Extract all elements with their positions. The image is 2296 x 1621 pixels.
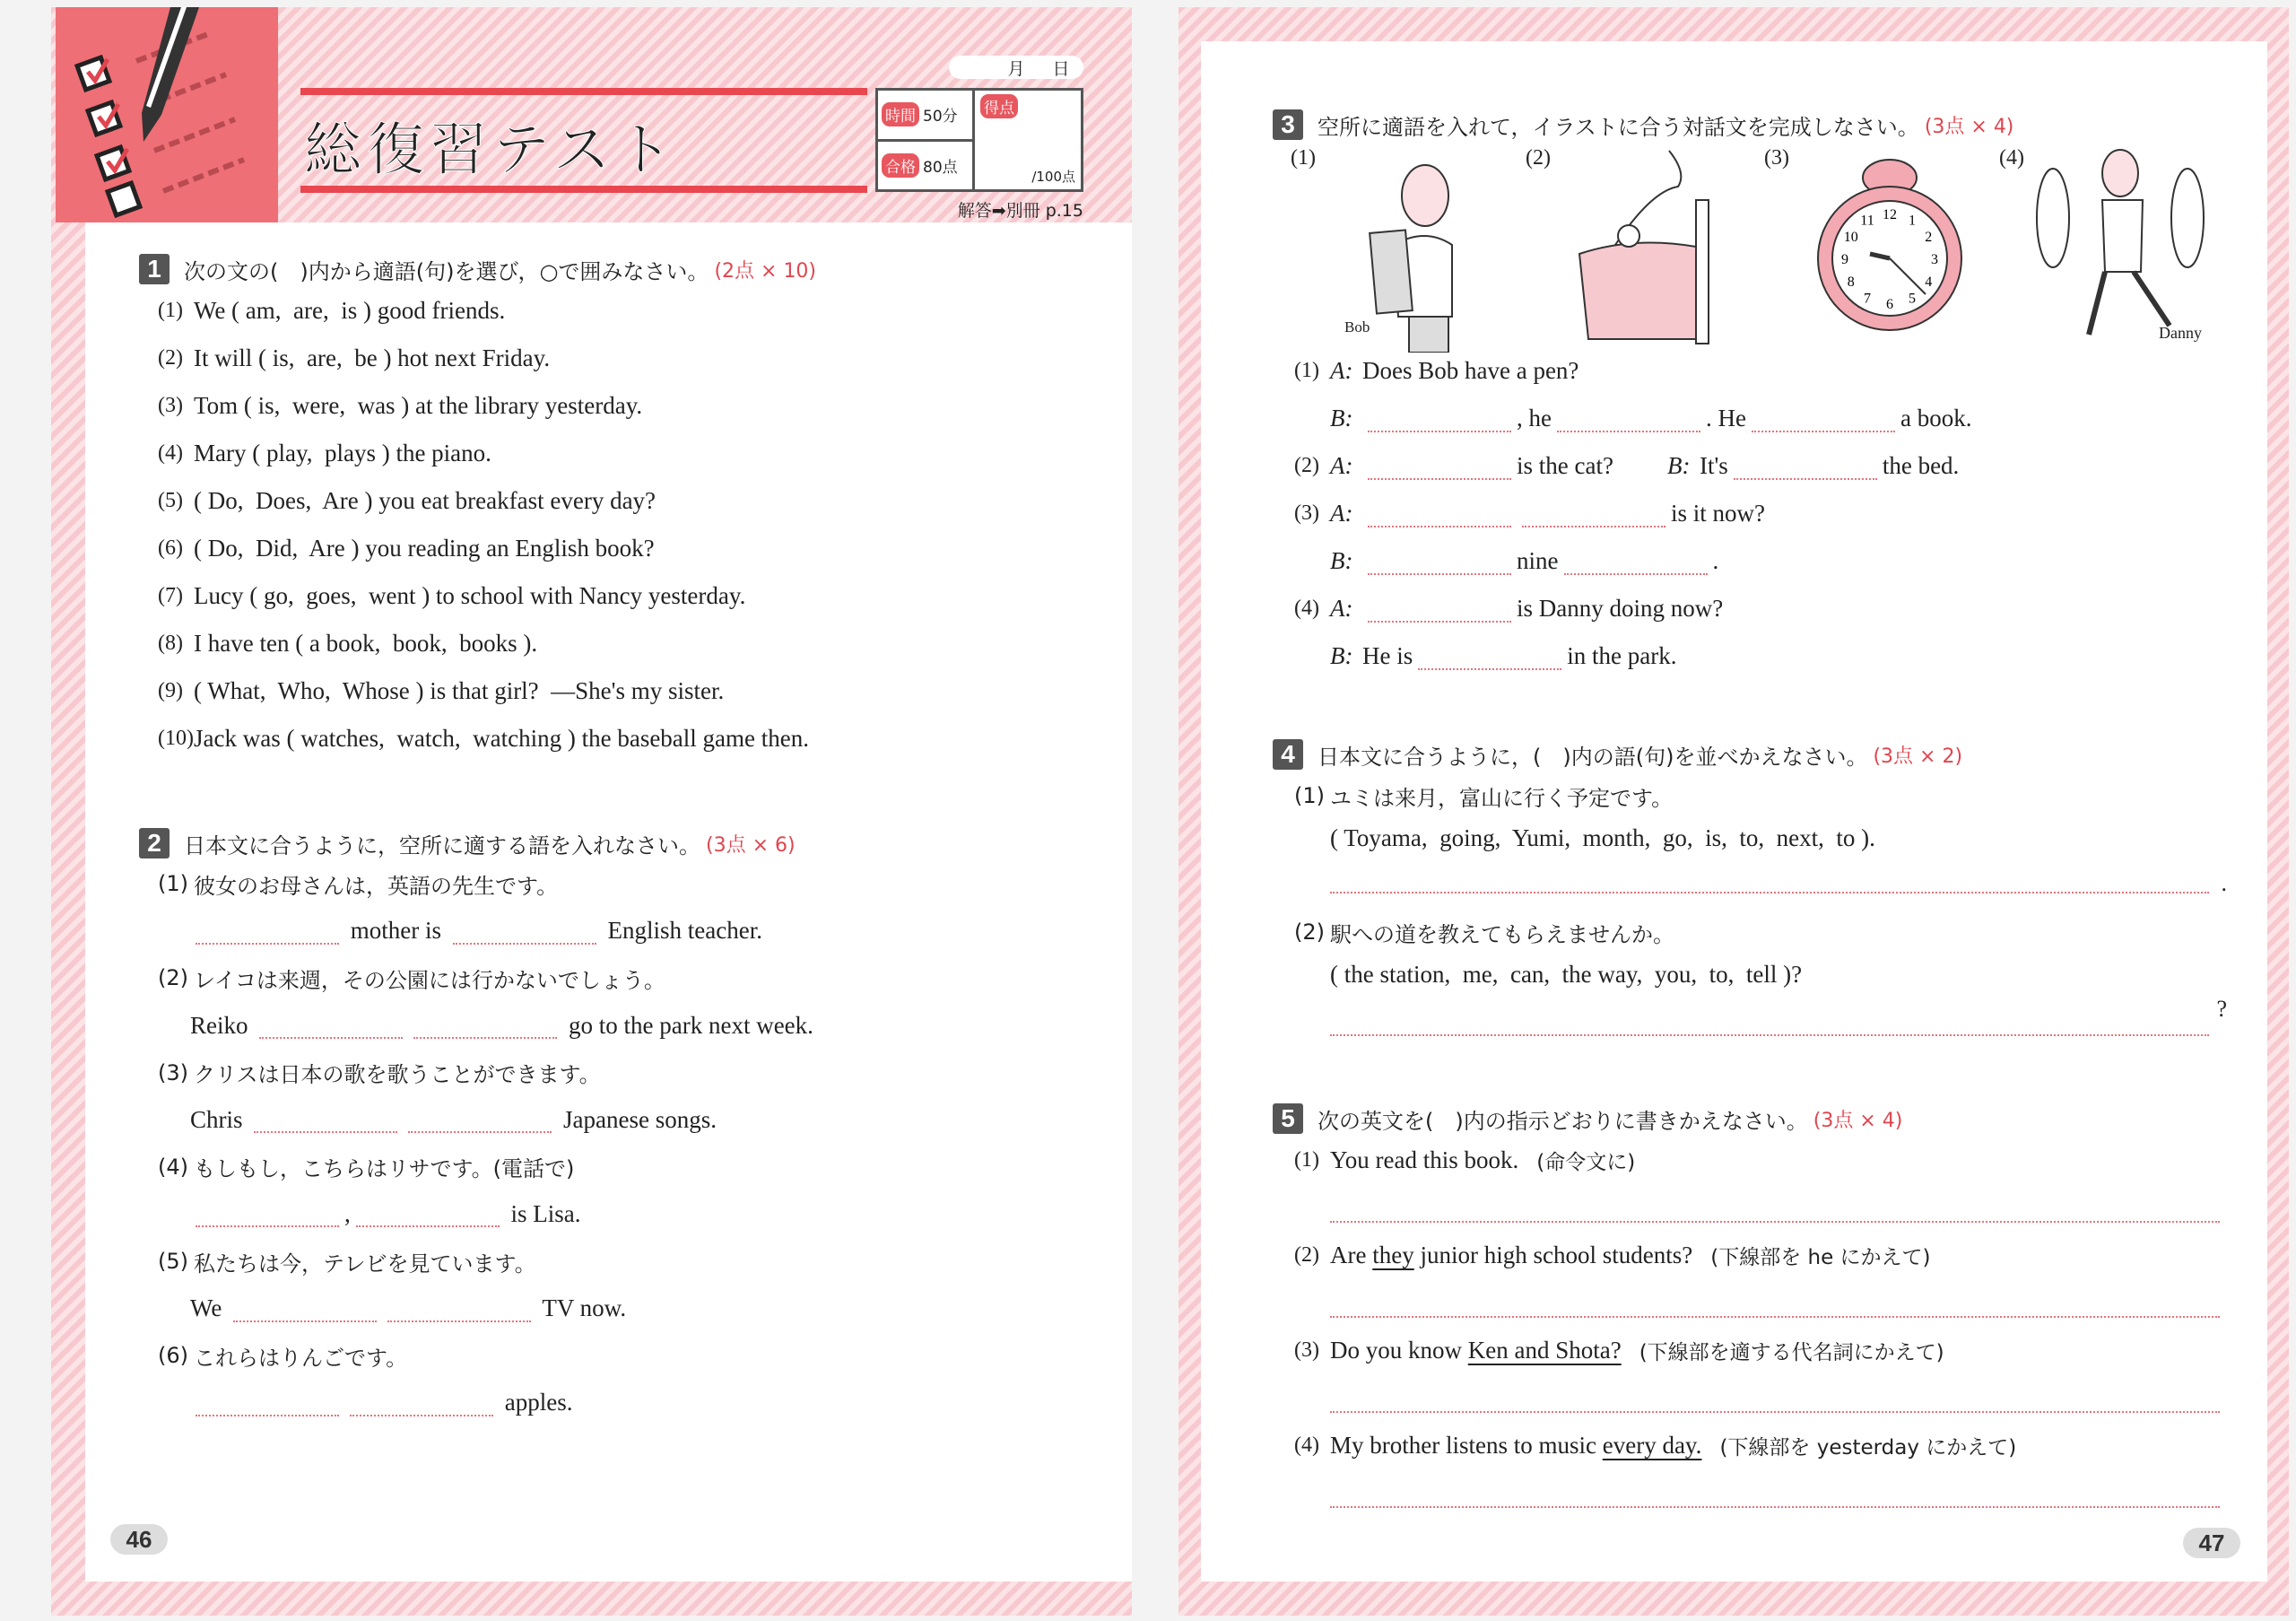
answer-blank[interactable] <box>408 1106 552 1133</box>
answer-blank[interactable] <box>254 1106 397 1133</box>
picture-2 <box>1526 146 1750 353</box>
section5-items <box>1294 1139 2220 1520</box>
answer-input-line[interactable] <box>1330 1466 2220 1508</box>
item-number: (1) <box>1294 1147 1319 1172</box>
item-number: (6) <box>158 536 183 560</box>
question-japanese <box>158 860 813 908</box>
answer-line <box>158 1285 813 1332</box>
picture-number: (3) <box>1764 146 1789 170</box>
answer-blank[interactable] <box>1368 596 1511 623</box>
text-segment: You read this book. <box>1330 1146 1519 1173</box>
end-punctuation: . <box>2221 870 2227 896</box>
text-segment: Does Bob have a pen? <box>1362 357 1579 384</box>
speaker-label: B: <box>1666 452 1691 479</box>
answer-blank[interactable] <box>233 1295 377 1322</box>
answer-row <box>1294 1276 2220 1329</box>
score-input[interactable] <box>975 91 1081 189</box>
speaker-label: A: <box>1330 500 1353 527</box>
question-item <box>158 335 809 382</box>
clock-number: 6 <box>1886 297 1893 312</box>
clock-number: 8 <box>1847 275 1855 290</box>
rewrite-instruction: (下線部を yesterday にかえて) <box>1719 1435 2017 1460</box>
answer-blank[interactable] <box>196 1390 339 1416</box>
text-segment: Tom ( is, were, was ) at the library yesterday. <box>194 392 643 419</box>
question-sentence <box>1294 1329 2220 1371</box>
question-japanese <box>158 954 813 1002</box>
item-number: (4) <box>1294 597 1319 620</box>
clock-number: 4 <box>1925 275 1933 290</box>
rewrite-instruction: (下線部を適する代名詞にかえて) <box>1639 1340 1944 1364</box>
speaker-label: B: <box>1330 547 1353 574</box>
title-rule-bottom <box>300 186 867 193</box>
day-label: 日 <box>1052 59 1070 79</box>
clock-number: 9 <box>1841 252 1848 267</box>
text-segment: a book. <box>1900 405 1972 431</box>
text-segment: Mary ( play, plays ) the piano. <box>194 440 491 466</box>
text-segment: ( Do, Does, Are ) you eat breakfast every day? <box>194 487 657 514</box>
section2-items <box>158 860 813 1426</box>
question-item <box>158 620 809 667</box>
section-points: (3点 × 4) <box>1924 115 2014 138</box>
answer-row <box>1294 859 2227 911</box>
text-segment: , he <box>1517 405 1552 431</box>
japanese-sentence: もしもし，こちらはリサです。(電話で) <box>194 1156 575 1182</box>
underlined-text: they <box>1372 1241 1414 1268</box>
answer-input-line[interactable] <box>1330 1181 2220 1223</box>
answer-blank[interactable] <box>1368 548 1511 575</box>
speaker-label: B: <box>1330 642 1353 669</box>
picture-caption: Bob <box>1344 318 1370 336</box>
question-item <box>158 477 809 525</box>
answer-row <box>1294 1371 2220 1425</box>
picture-caption: Danny <box>2159 324 2202 342</box>
danny-running-illustration <box>2035 146 2214 353</box>
dialog-line <box>1294 395 1971 442</box>
text-segment: Are <box>1330 1241 1373 1268</box>
answer-blank[interactable] <box>1522 501 1665 527</box>
item-number: (4) <box>158 441 183 465</box>
text-segment: ( What, Who, Whose ) is that girl? —She's my sister. <box>194 677 725 704</box>
page-title: 総復習テスト <box>304 118 679 184</box>
answer-blank[interactable] <box>1418 643 1561 670</box>
rewrite-instruction: (命令文に) <box>1536 1150 1636 1174</box>
text-segment: TV now. <box>536 1294 627 1322</box>
answer-input-line[interactable] <box>1330 996 2209 1036</box>
underlined-text: every day. <box>1602 1431 1702 1459</box>
answer-line <box>158 1002 813 1050</box>
question-item <box>158 430 809 477</box>
text-segment: ( Do, Did, Are ) you reading an English book? <box>194 535 655 562</box>
clock-number: 7 <box>1864 291 1871 307</box>
clock-number: 2 <box>1925 230 1933 245</box>
question-item <box>158 667 809 715</box>
section-instruction: 日本文に合うように，空所に適する語を入れなさい。 <box>184 832 700 858</box>
section-instruction: 日本文に合うように，( )内の語(句)を並べかえなさい。 <box>1318 744 1868 770</box>
section1-heading <box>139 249 816 289</box>
answer-blank[interactable] <box>453 918 596 945</box>
question-item <box>158 715 809 763</box>
answer-blank[interactable] <box>1564 548 1708 575</box>
item-number: (2) <box>1294 919 1325 945</box>
section-points: (3点 × 6) <box>706 833 796 857</box>
dialog-line <box>1294 632 1971 680</box>
illustrations <box>1291 146 2259 353</box>
left-page <box>51 7 1132 1616</box>
question-sentence <box>1294 1425 2220 1466</box>
section3-heading <box>1273 105 2013 144</box>
picture-4 <box>1999 146 2250 353</box>
text-segment: . <box>1712 547 1719 574</box>
dialog-line <box>1294 537 1971 585</box>
section-instruction: 空所に適語を入れて，イラストに合う対話文を完成しなさい。 <box>1318 114 1919 140</box>
section-number-badge: 4 <box>1273 739 1303 770</box>
section4-heading <box>1273 735 1962 774</box>
score-box <box>875 88 1083 192</box>
underlined-text: Ken and Shota? <box>1467 1336 1622 1364</box>
clock-number: 12 <box>1883 207 1897 222</box>
item-number: (6) <box>158 1343 188 1369</box>
answer-blank[interactable] <box>196 918 339 945</box>
text-segment: Chris <box>190 1105 249 1133</box>
question-item <box>158 525 809 572</box>
score-total: /100点 <box>1031 169 1075 185</box>
answer-blank[interactable] <box>1557 405 1700 432</box>
pass-label: 合格 <box>882 153 919 178</box>
item-number: (1) <box>158 871 188 897</box>
pass-value: 80点 <box>923 158 958 177</box>
answer-input-line[interactable] <box>1330 1371 2220 1413</box>
answer-blank[interactable] <box>1734 453 1877 480</box>
text-segment: in the park. <box>1567 642 1677 669</box>
time-value: 50分 <box>923 108 958 126</box>
text-segment: We <box>190 1294 229 1322</box>
dialog-line <box>1294 442 1971 490</box>
japanese-sentence: クリスは日本の歌を歌うことができます。 <box>194 1062 601 1088</box>
question-sentence <box>1294 1234 2220 1276</box>
item-number: (3) <box>1294 501 1319 525</box>
text-segment: nine <box>1517 547 1559 574</box>
picture-3 <box>1764 146 1988 353</box>
words-to-reorder: ( Toyama, going, Yumi, month, go, is, to, next, to ). <box>1330 824 1875 851</box>
answer-input-line[interactable] <box>1330 1276 2220 1318</box>
item-number: (4) <box>1294 1433 1319 1457</box>
text-segment: Lucy ( go, goes, went ) to school with Nancy yesterday. <box>194 582 746 609</box>
section-number-badge: 2 <box>139 828 170 858</box>
rewrite-instruction: (下線部を he にかえて) <box>1710 1245 1931 1269</box>
question-sentence <box>1294 1139 2220 1181</box>
header-illustration <box>56 7 278 222</box>
title-rule-top <box>300 88 867 95</box>
page-number: 47 <box>2183 1528 2240 1558</box>
answer-row <box>1294 1181 2220 1234</box>
question-japanese <box>158 1049 813 1096</box>
section-instruction: 次の英文を( )内の指示どおりに書きかえなさい。 <box>1318 1108 1808 1134</box>
item-number: (2) <box>1294 1242 1319 1267</box>
item-number: (1) <box>1294 359 1319 382</box>
answer-blank[interactable] <box>387 1295 531 1322</box>
answer-blank[interactable] <box>350 1390 493 1416</box>
dialog-line <box>1294 490 1971 537</box>
section4-items <box>1294 775 2227 1048</box>
japanese-sentence: レイコは来週，その公園には行かないでしょう。 <box>194 967 665 993</box>
item-number: (5) <box>158 489 183 512</box>
answer-line <box>158 1380 813 1427</box>
japanese-sentence: ユミは来月，富山に行く予定です。 <box>1330 785 1674 811</box>
answer-blank[interactable] <box>196 1200 339 1227</box>
answer-line <box>158 1096 813 1144</box>
word-options <box>1294 816 2227 859</box>
section-points: (3点 × 2) <box>1873 745 1963 768</box>
text-segment: English teacher. <box>601 917 762 945</box>
item-number: (1) <box>1294 783 1325 808</box>
item-number: (9) <box>158 679 183 702</box>
right-page <box>1178 7 2289 1616</box>
text-segment: , <box>344 1199 351 1227</box>
answer-line <box>158 1190 813 1238</box>
answer-line <box>158 908 813 955</box>
item-number: (2) <box>158 346 183 370</box>
page-number: 46 <box>110 1524 168 1555</box>
answer-blank[interactable] <box>259 1012 403 1039</box>
question-japanese <box>158 1144 813 1191</box>
answer-blank[interactable] <box>356 1200 500 1227</box>
question-item <box>158 382 809 430</box>
alarm-clock-illustration <box>1800 146 1979 353</box>
answer-reference: 解答➡別冊 p.15 <box>957 201 1083 221</box>
text-segment: Do you know <box>1330 1336 1468 1364</box>
text-segment: I have ten ( a book, book, books ). <box>194 630 538 657</box>
text-segment: It will ( is, are, be ) hot next Friday. <box>194 344 551 371</box>
text-segment: apples. <box>499 1389 573 1416</box>
section-points: (2点 × 10) <box>714 259 817 283</box>
words-to-reorder: ( the station, me, can, the way, you, to, tell )? <box>1330 960 1803 988</box>
item-number: (2) <box>158 965 188 991</box>
speaker-label: A: <box>1330 357 1353 384</box>
question-japanese <box>158 1238 813 1285</box>
japanese-sentence: 駅への道を教えてもらえませんか。 <box>1330 921 1674 947</box>
month-label: 月 <box>1007 59 1025 79</box>
speaker-label: B: <box>1330 405 1353 431</box>
cat-on-bed-illustration <box>1561 146 1741 353</box>
clock-number: 3 <box>1931 252 1938 267</box>
section3-dialog <box>1294 347 1971 680</box>
time-label: 時間 <box>882 102 919 126</box>
text-segment: . He <box>1705 405 1746 431</box>
clock-number: 10 <box>1843 230 1858 245</box>
section-points: (3点 × 4) <box>1813 1109 1903 1132</box>
answer-blank[interactable] <box>1368 453 1511 480</box>
text-segment: is it now? <box>1671 500 1765 527</box>
item-number: (10) <box>158 727 194 750</box>
japanese-sentence: これらはりんごです。 <box>194 1345 408 1371</box>
text-segment: is Lisa. <box>504 1199 581 1227</box>
item-number: (7) <box>158 584 183 607</box>
clock-number: 11 <box>1860 213 1874 229</box>
text-segment: Japanese songs. <box>557 1105 717 1133</box>
speaker-label: A: <box>1330 595 1353 622</box>
item-number: (3) <box>158 394 183 417</box>
question-item <box>158 287 809 335</box>
dialog-line <box>1294 585 1971 632</box>
section-number-badge: 1 <box>139 254 170 284</box>
picture-number: (2) <box>1526 146 1551 170</box>
item-number: (5) <box>158 1249 188 1275</box>
end-punctuation: ? <box>2216 996 2227 1022</box>
text-segment: go to the park next week. <box>562 1011 813 1039</box>
text-segment: He is <box>1362 642 1413 669</box>
text-segment: is Danny doing now? <box>1517 595 1724 622</box>
item-number: (1) <box>158 299 183 322</box>
score-label: 得点 <box>980 94 1018 118</box>
answer-blank[interactable] <box>1368 405 1511 432</box>
dialog-line <box>1294 347 1971 395</box>
text-segment: the bed. <box>1882 452 1960 479</box>
section-number-badge: 3 <box>1273 109 1303 140</box>
answer-row <box>1294 1466 2220 1520</box>
text-segment: It's <box>1699 452 1728 479</box>
text-segment: We ( am, are, is ) good friends. <box>194 297 506 324</box>
answer-blank[interactable] <box>1752 405 1895 432</box>
section-number-badge: 5 <box>1273 1103 1303 1134</box>
item-number: (3) <box>1294 1338 1319 1362</box>
section1-items <box>158 287 809 763</box>
text-segment: Reiko <box>190 1011 255 1039</box>
clock-number: 1 <box>1909 213 1916 229</box>
item-number: (3) <box>158 1059 188 1085</box>
picture-1 <box>1291 146 1515 353</box>
answer-blank[interactable] <box>1368 501 1511 527</box>
section5-heading <box>1273 1099 1902 1138</box>
text-segment: junior high school students? <box>1413 1241 1693 1268</box>
question-japanese <box>158 1332 813 1380</box>
text-segment: mother is <box>344 917 448 945</box>
answer-blank[interactable] <box>413 1012 557 1039</box>
question-item <box>158 572 809 620</box>
text-segment: Jack was ( watches, watch, watching ) the baseball game then. <box>194 725 809 752</box>
question-japanese <box>1294 911 2227 953</box>
item-number: (8) <box>158 632 183 655</box>
picture-number: (4) <box>1999 146 2024 170</box>
clock-number: 5 <box>1909 291 1916 307</box>
checklist-pencil-icon <box>56 7 278 222</box>
question-japanese <box>1294 775 2227 816</box>
item-number: (2) <box>1294 454 1319 477</box>
item-number: (4) <box>158 1154 188 1180</box>
section-instruction: 次の文の( )内から適語(句)を選び，○で囲みなさい。 <box>184 258 709 284</box>
japanese-sentence: 彼女のお母さんは，英語の先生です。 <box>194 873 559 899</box>
date-field[interactable] <box>949 56 1083 79</box>
japanese-sentence: 私たちは今，テレビを見ています。 <box>194 1251 536 1277</box>
speaker-label: A: <box>1330 452 1353 479</box>
word-options <box>1294 953 2227 996</box>
section2-heading <box>139 824 796 863</box>
text-segment: is the cat? <box>1517 452 1613 479</box>
answer-input-line[interactable] <box>1330 859 2209 893</box>
text-segment: My brother listens to music <box>1330 1431 1603 1459</box>
picture-number: (1) <box>1291 146 1316 170</box>
answer-row <box>1294 996 2227 1048</box>
